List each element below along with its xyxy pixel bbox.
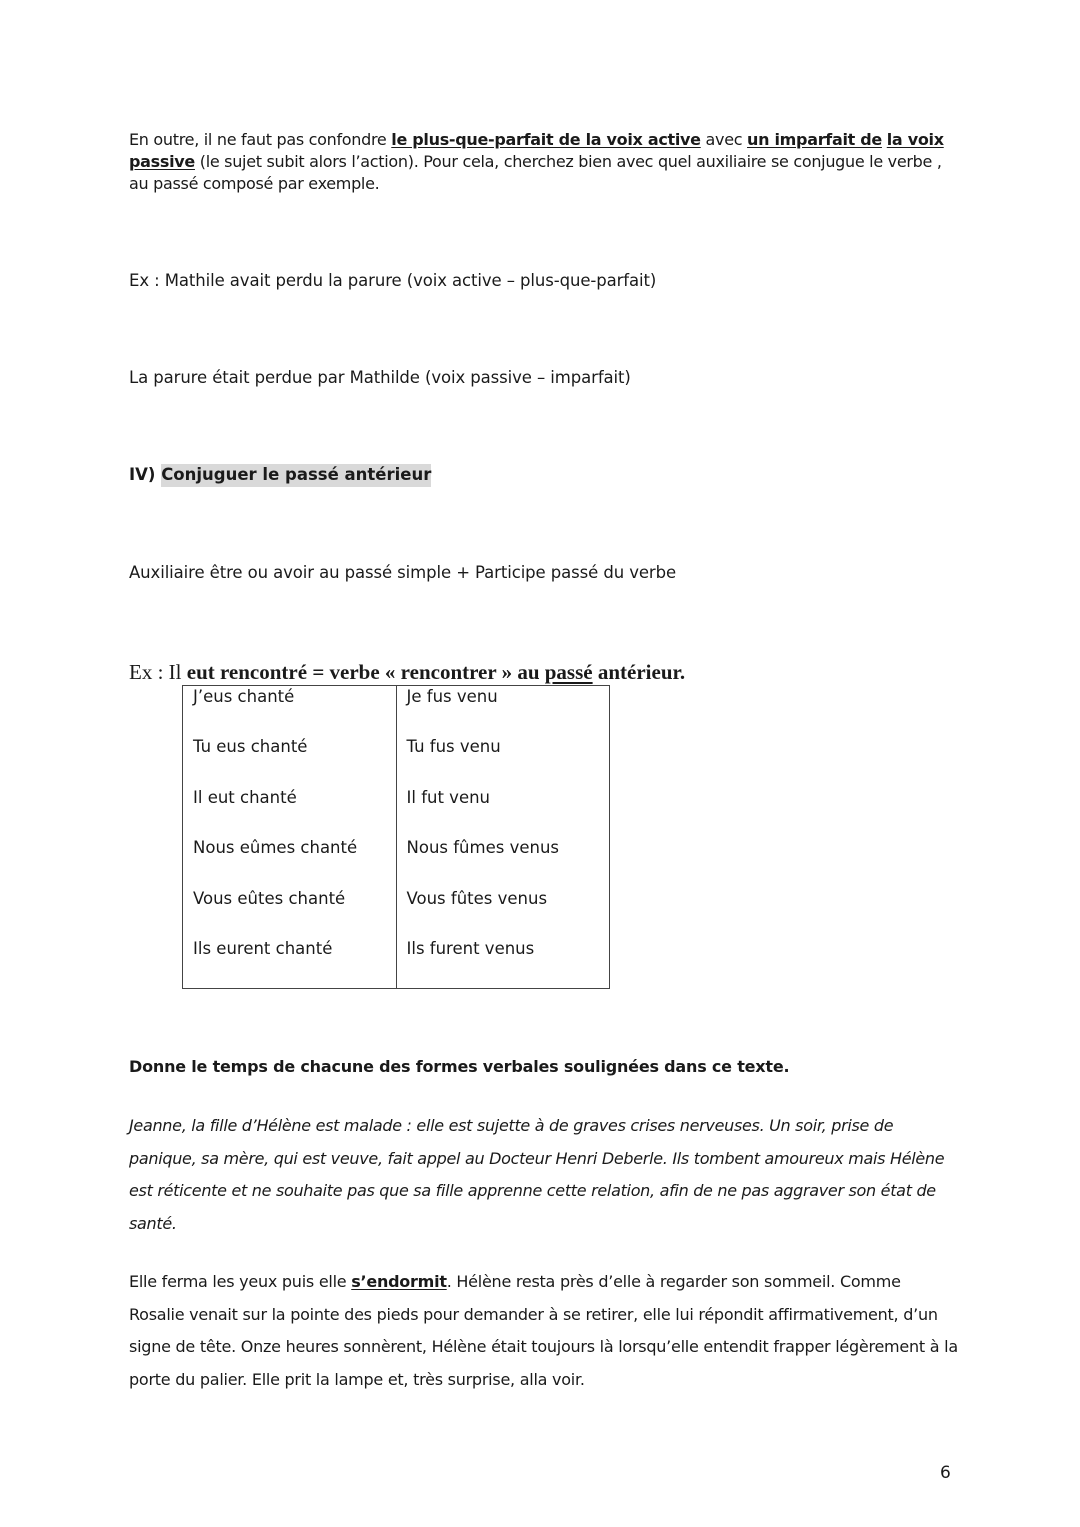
example-active-voice: Ex : Mathile avait perdu la parure (voix active – plus-que-parfait) — [129, 271, 657, 290]
table-row — [183, 686, 610, 737]
example-underlined-text: passé — [544, 660, 593, 684]
example-bold-text: eut rencontré = verbe « rencontrer » au — [186, 660, 545, 684]
underlined-term-passive-voice: la voix passive — [129, 130, 944, 171]
table-cell: Vous fûtes venus — [396, 888, 610, 939]
section-number: IV) — [129, 465, 156, 484]
underlined-term-active-voice: le plus-que-parfait de la voix active — [391, 130, 701, 149]
intro-text: (le sujet subit alors l’action). Pour cela, cherchez bien avec quel auxiliaire se conjugue le verbe , au passé composé par exemple. — [129, 152, 942, 193]
conjugation-rule: Auxiliaire être ou avoir au passé simple + Participe passé du verbe — [129, 563, 677, 582]
table-cell: Nous fûmes venus — [396, 837, 610, 888]
table-row — [183, 736, 610, 787]
intro-paragraph — [129, 129, 959, 195]
table-row — [183, 787, 610, 838]
table-row — [183, 938, 610, 989]
table-cell: Il eut chanté — [193, 787, 297, 807]
table-cell: Tu fus venu — [396, 736, 610, 787]
table-cell: Vous eûtes chanté — [193, 888, 346, 908]
table-cell: Je fus venu — [396, 686, 610, 737]
table-cell: Ils furent venus — [396, 938, 610, 989]
table-cell: Nous eûmes chanté — [193, 838, 358, 857]
example-bold-text: antérieur. — [592, 660, 686, 684]
table-cell: Ils eurent chanté — [193, 939, 333, 958]
table-cell: J’eus chanté — [193, 687, 295, 706]
page-number: 6 — [940, 1463, 951, 1483]
table-row — [183, 888, 610, 939]
exercise-text-part: Elle ferma les yeux puis elle — [129, 1272, 352, 1291]
intro-text: En outre, il ne faut pas confondre — [129, 130, 392, 149]
table-cell: Il fut venu — [396, 787, 610, 838]
table-row — [183, 837, 610, 888]
example-prefix: Ex : Il — [129, 660, 187, 684]
exercise-text — [129, 1266, 959, 1397]
underlined-verb: s’endormit — [351, 1272, 447, 1291]
exercise-context: Jeanne, la fille d’Hélène est malade : elle est sujette à de graves crises nerveuses. Un soir, prise de panique, sa mère, qui est veuve, fait appel au Docteur Henri Deberle. Ils tombent amoureux mais Hélène est réticente et ne souhaite pas que sa fille apprenne cette relation, afin de ne pas aggraver son état de santé. — [129, 1116, 945, 1234]
exercise-instruction: Donne le temps de chacune des formes verbales soulignées dans ce texte. — [129, 1057, 790, 1076]
exercise-text-part: . Hélène resta près d’elle à regarder son sommeil. Comme Rosalie venait sur la pointe des pieds pour demander à se retirer, elle lui répondit affirmativement, d’un signe de tête. Onze heures sonnèrent, Hélène était toujours là lorsqu’elle entendit frapper légèrement à la porte du palier. Elle prit la lampe et, très surprise, alla voir. — [129, 1272, 958, 1390]
section-heading — [129, 465, 431, 484]
section-title: Conjuguer le passé antérieur — [161, 464, 431, 487]
example-passive-voice: La parure était perdue par Mathilde (voix passive – imparfait) — [129, 368, 631, 387]
table-cell: Tu eus chanté — [193, 737, 308, 756]
conjugation-table — [182, 685, 610, 989]
intro-text: avec — [700, 130, 748, 149]
underlined-term-imparfait: un imparfait de — [747, 130, 882, 149]
example-sentence — [129, 660, 685, 685]
